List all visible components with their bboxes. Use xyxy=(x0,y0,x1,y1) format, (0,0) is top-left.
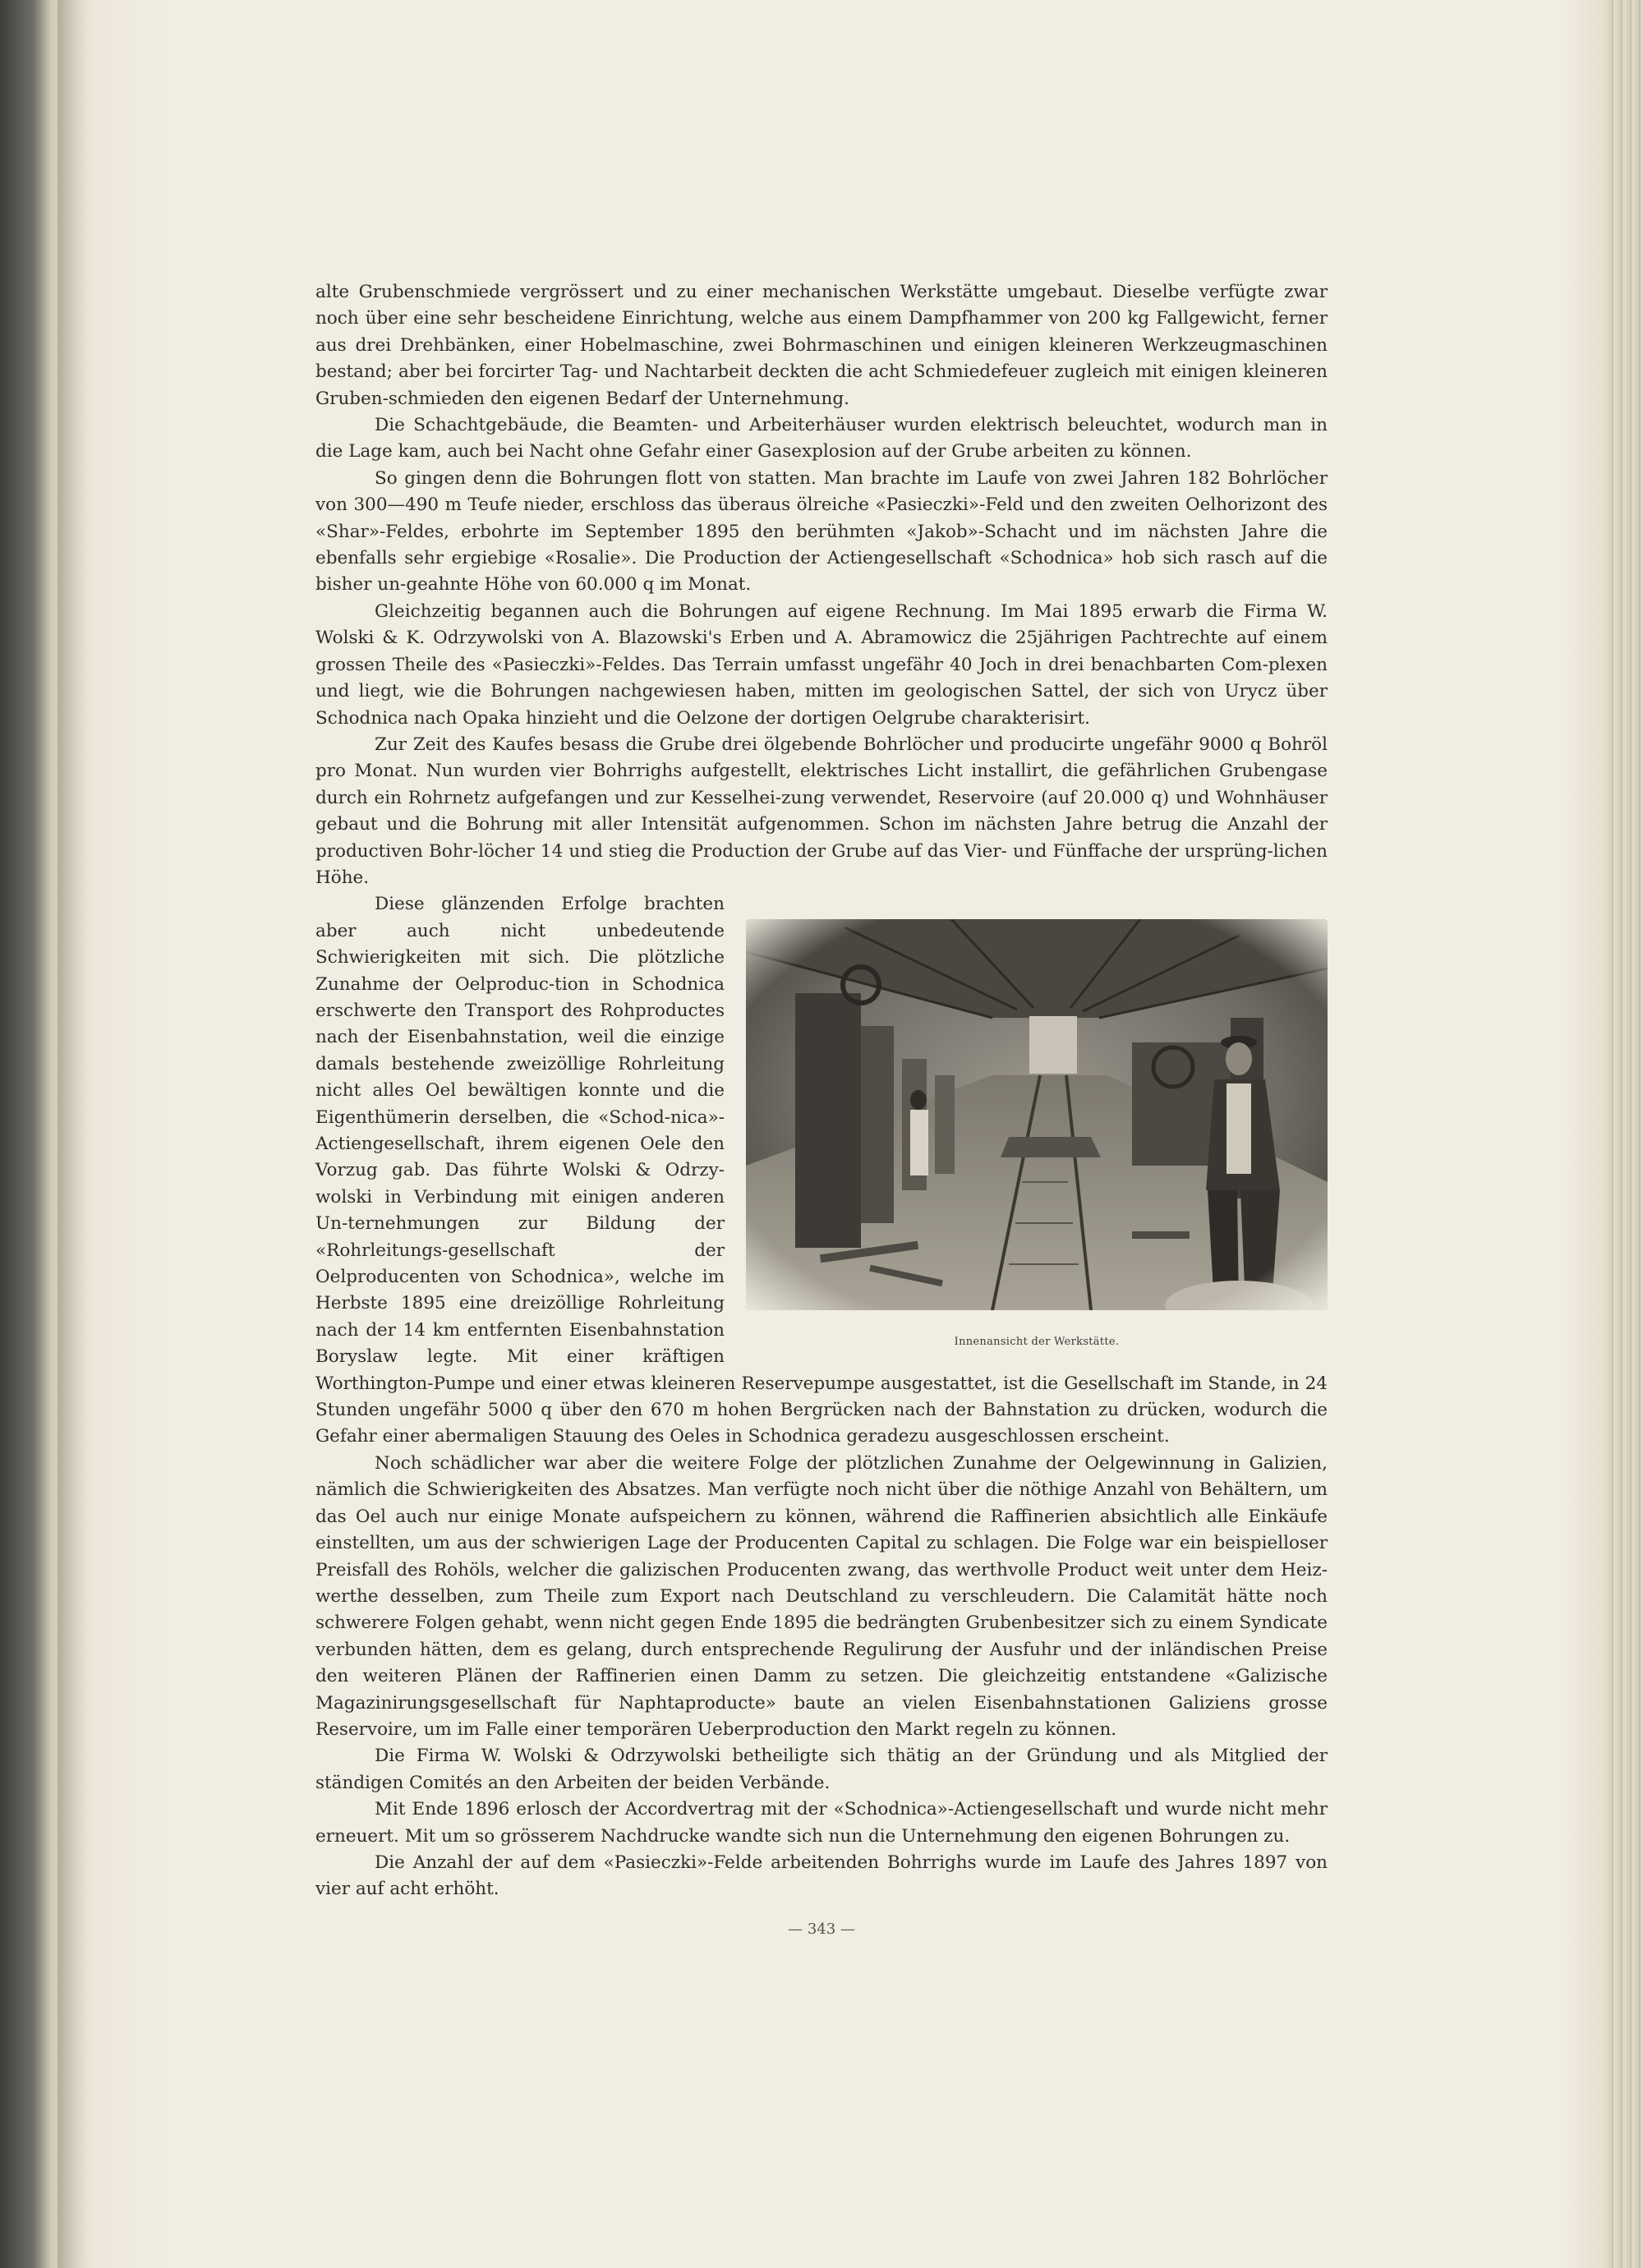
paragraph: Die Firma W. Wolski & Odrzywolski betheiligte sich thätig an der Gründung und als Mitglied der ständigen Comités an den Arbeiten der beiden Verbände. xyxy=(315,1746,1328,1793)
workshop-photo xyxy=(746,919,1328,1310)
paragraph: So gingen denn die Bohrungen flott von statten. Man brachte im Laufe von zwei Jahren 182 Bohrlöcher von 300—490 m Teufe nieder, erschloss das überaus ölreiche «Pasieczki»-Feld und den zweiten Oelhorizont des «Shar»-Feldes, erbohrte im September 1895 den berühmten «Jakob»-Schacht und im nächsten Jahre die ebenfalls sehr ergiebige «Rosalie». Die Production der Actiengesellschaft «Schodnica» hob sich rasch auf die bisher un-geahnte Höhe von 60.000 q im Monat. xyxy=(315,467,1328,596)
workshop-figure xyxy=(746,919,1328,1350)
paragraph: alte Grubenschmiede vergrössert und zu einer mechanischen Werkstätte umgebaut. Dieselbe verfügte zwar noch über eine sehr bescheidene Einrichtung, welche aus einem Dampfhammer von 200 kg Fallgewicht, ferner aus drei Drehbänken, einer Hobelmaschine, zwei Bohrmaschinen und einigen kleineren Werkzeugmaschinen bestand; aber bei forcirter Tag- und Nachtarbeit deckten die acht Schmiedefeuer zugleich mit einigen kleineren Gruben-schmieden den eigenen Bedarf der Unternehmung. xyxy=(315,282,1328,409)
paragraph: Die Schachtgebäude, die Beamten- und Arbeiterhäuser wurden elektrisch beleuchtet, wodurch man in die Lage kam, auch bei Nacht ohne Gefahr einer Gasexplosion auf der Grube arbeiten zu können. xyxy=(315,415,1328,462)
paragraph: Noch schädlicher war aber die weitere Folge der plötzlichen Zunahme der Oelgewinnung in Galizien, nämlich die Schwierigkeiten des Absatzes. Man verfügte noch nicht über die nöthige Anzahl von Behältern, um das Oel auch nur einige Monate aufspeichern zu können, während die Raffinerien absichtlich alle Einkäufe einstellten, um aus der schwierigen Lage der Producenten Capital zu schlagen. Die Folge war ein beispielloser Preisfall des Rohöls, welcher die galizischen Producenten zwang, das werthvolle Product weit unter dem Heiz-werthe desselben, zum Theile zum Export nach Deutschland zu verschleudern. Die Calamität hätte noch schwerere Folgen gehabt, wenn nicht gegen Ende 1895 die bedrängten Grubenbesitzer sich zu einem Syndicate verbunden hätten, dem es gelang, durch entsprechende Regulirung der Ausfuhr und der inländischen Preise den weiteren Plänen der Raffinerien einen Damm zu setzen. Die gleichzeitig entstandene «Galizische Magazinirungsgesellschaft für Naphtaproducte» baute an vielen Eisenbahnstationen Galiziens grosse Reservoire, um im Falle einer temporären Ueberproduction den Markt regeln zu können. xyxy=(315,1452,1328,1740)
page-number: — 343 — xyxy=(788,1921,855,1938)
workshop-photo-illustration xyxy=(746,919,1328,1310)
paragraph: Gleichzeitig begannen auch die Bohrungen auf eigene Rechnung. Im Mai 1895 erwarb die Firma W. Wolski & K. Odrzywolski von A. Blazowski's Erben und A. Abramowicz die 25jährigen Pachtrechte auf einem grossen Theile des «Pasieczki»-Feldes. Das Terrain umfasst ungefähr 40 Joch in drei benachbarten Com-plexen und liegt, wie die Bohrungen nachgewiesen haben, mitten im geologischen Sattel, der sich von Urycz über Schodnica nach Opaka hinzieht und die Oelzone der dortigen Oelgrube charakterisirt. xyxy=(315,600,1328,729)
body-text xyxy=(315,279,1328,1903)
paragraph: Diese glänzenden Erfolge brachten aber auch nicht unbedeutende Schwierigkeiten mit sich. Die plötzliche Zunahme der Oelproduc-tion in Schodnica erschwerte den Transport des Rohproductes nach der Eisenbahnstation, weil die einzige damals bestehende zweizöllige Rohrleitung nicht alles Oel bewältigen konnte und die Eigenthümerin derselben, die «Schod-nica»-Actiengesellschaft, ihrem eigenen Oele den Vorzug gab. Das führte Wolski & Odrzy-wolski in Verbindung mit einigen anderen Un-ternehmungen zur Bildung der «Rohrleitungs-gesellschaft der Oelproducenten von Schodnica», welche im Herbste 1895 eine dreizöllige Rohrleitung nach der 14 km entfernten Eisenbahnstation Boryslaw legte. Mit einer kräftigen Worthington-Pumpe und einer etwas kleineren Reservepumpe ausgestattet, ist die Gesellschaft im Stande, in 24 Stunden ungefähr 5000 q über den 670 m hohen Bergrücken nach der Bahnstation zu drücken, wodurch die Gefahr einer abermaligen Stauung des Oeles in Schodnica geradezu ausgeschlossen erscheint. xyxy=(315,894,1328,1447)
figure-caption: Innenansicht der Werkstätte. xyxy=(954,1336,1120,1349)
paragraph: Die Anzahl der auf dem «Pasieczki»-Felde arbeitenden Bohrrighs wurde im Laufe des Jahres 1897 von vier auf acht erhöht. xyxy=(315,1852,1328,1900)
paragraph: Zur Zeit des Kaufes besass die Grube drei ölgebende Bohrlöcher und producirte ungefähr 9000 q Bohröl pro Monat. Nun wurden vier Bohrrighs aufgestellt, elektrisches Licht installirt, die gefährlichen Grubengase durch ein Rohrnetz aufgefangen und zur Kesselhei-zung verwendet, Reservoire (auf 20.000 q) und Wohnhäuser gebaut und die Bohrung mit aller Intensität aufgenommen. Schon im nächsten Jahre betrug die Anzahl der productiven Bohr-löcher 14 und stieg die Production der Grube auf das Vier- und Fünffache der ursprüng-lichen Höhe. xyxy=(315,734,1328,888)
paragraph: Mit Ende 1896 erlosch der Accordvertrag mit der «Schodnica»-Actiengesellschaft und wurde nicht mehr erneuert. Mit um so grösserem Nachdrucke wandte sich nun die Unternehmung den eigenen Bohrungen zu. xyxy=(315,1799,1328,1847)
